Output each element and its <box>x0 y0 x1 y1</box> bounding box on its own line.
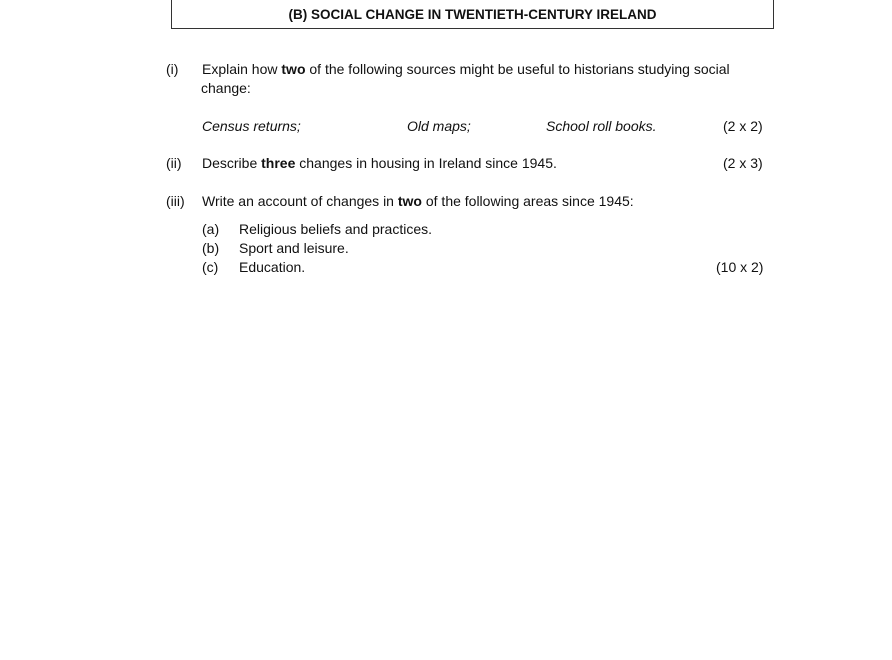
item-a-label: (a) <box>202 221 220 237</box>
question-2-marks: (2 x 3) <box>723 155 763 171</box>
source-3: School roll books. <box>546 118 657 134</box>
question-2-number: (ii) <box>166 155 182 171</box>
source-1: Census returns; <box>202 118 301 134</box>
question-1-text-line2: change: <box>201 80 251 96</box>
item-b-text: Sport and leisure. <box>239 240 349 256</box>
question-3-number: (iii) <box>166 193 185 209</box>
question-3-text: Write an account of changes in two of the following areas since 1945: <box>202 193 634 209</box>
question-2-bold: three <box>261 155 296 171</box>
question-1-number: (i) <box>166 61 179 77</box>
item-c-text: Education. <box>239 259 306 275</box>
question-1-bold: two <box>281 61 306 77</box>
question-2-text: Describe three changes in housing in Ireland since 1945. <box>202 155 557 171</box>
item-c-label: (c) <box>202 259 219 275</box>
question-1-text: Explain how two of the following sources might be useful to historians studying social <box>202 61 730 77</box>
question-1-marks: (2 x 2) <box>723 118 763 134</box>
section-title: (B) SOCIAL CHANGE IN TWENTIETH-CENTURY IRELAND <box>171 0 774 29</box>
source-2: Old maps; <box>407 118 471 134</box>
question-3-marks: (10 x 2) <box>716 259 764 275</box>
item-a-text: Religious beliefs and practices. <box>239 221 432 237</box>
question-3-bold: two <box>397 193 422 209</box>
item-b-label: (b) <box>202 240 220 256</box>
